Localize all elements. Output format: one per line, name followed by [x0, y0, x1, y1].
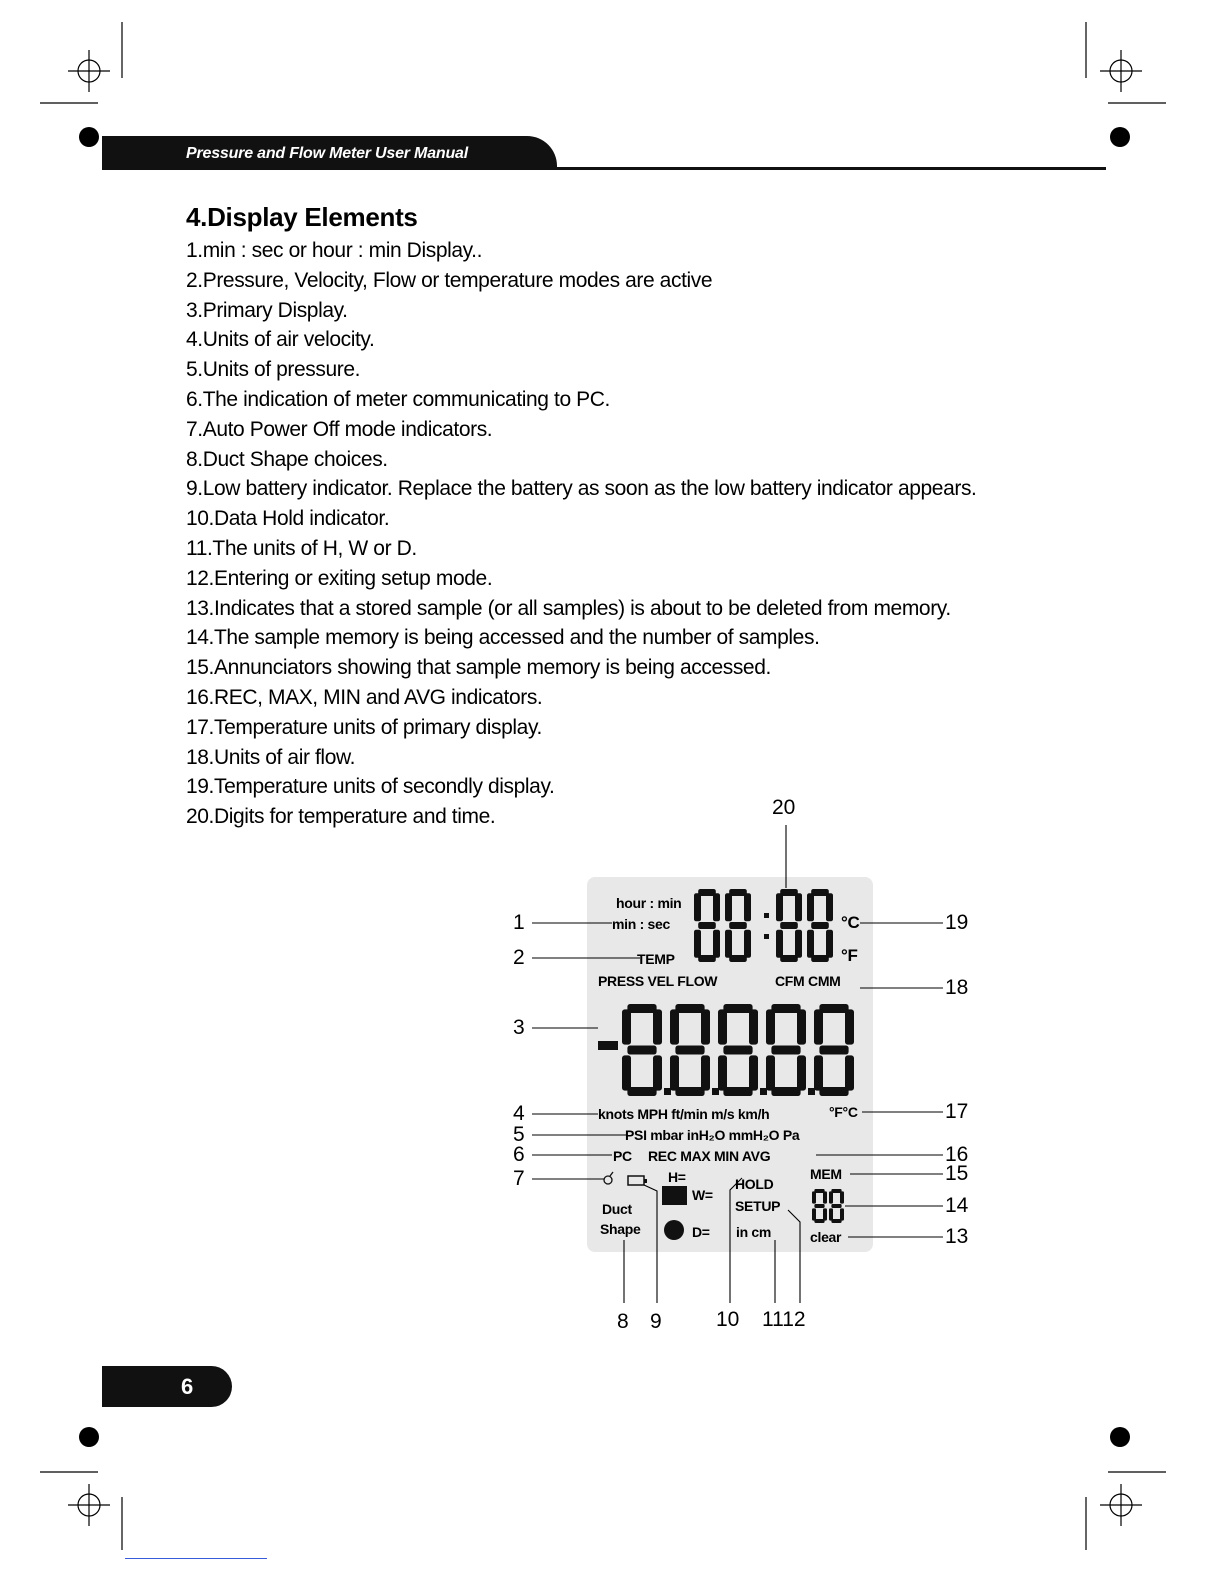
- secondary-digit-segment: [795, 893, 802, 921]
- secondary-digit-segment: [725, 893, 732, 921]
- primary-digit-segment: [627, 1087, 656, 1096]
- pressure-units-label: PSI mbar inH₂O mmH₂O Pa: [625, 1127, 800, 1143]
- primary-digit-segment: [797, 1009, 806, 1044]
- setup-label: SETUP: [735, 1198, 781, 1214]
- secondary-digit-segment: [744, 893, 751, 921]
- secondary-digit: [725, 889, 751, 962]
- rec-max-min-avg-label: REC MAX MIN AVG: [648, 1148, 771, 1164]
- callout-15: 15: [945, 1162, 969, 1185]
- primary-digit-segment: [718, 1009, 727, 1044]
- primary-decimal-point: [712, 1088, 719, 1095]
- secondary-digit-segment: [744, 930, 751, 958]
- shape-label: Shape: [600, 1221, 641, 1237]
- primary-digit-segment: [771, 1087, 800, 1096]
- primary-digit-segment: [771, 1046, 800, 1055]
- list-item: 12.Entering or exiting setup mode.: [186, 566, 493, 590]
- primary-temp-units-label: °F°C: [829, 1104, 858, 1120]
- secondary-digit-segment: [776, 930, 783, 958]
- primary-decimal-point: [760, 1088, 767, 1095]
- primary-digit: [766, 1004, 806, 1096]
- memory-digit-segment: [814, 1204, 824, 1208]
- callout-19: 19: [945, 911, 969, 934]
- callout-9: 9: [650, 1310, 662, 1333]
- memory-digit-segment: [823, 1191, 827, 1203]
- primary-digit-segment: [622, 1055, 631, 1090]
- mem-label: MEM: [810, 1166, 842, 1182]
- page-number-tab: [102, 1366, 232, 1407]
- primary-digit-segment: [723, 1046, 752, 1055]
- primary-digit-segment: [622, 1009, 631, 1044]
- primary-digit: [622, 1004, 662, 1096]
- secondary-digit-segment: [807, 930, 814, 958]
- primary-digit-segment: [723, 1004, 752, 1013]
- primary-digit-segment: [819, 1046, 848, 1055]
- callout-1: 1: [513, 911, 525, 934]
- secondary-digit-segment: [713, 893, 720, 921]
- memory-digit-segment: [812, 1191, 816, 1203]
- list-item: 8.Duct Shape choices.: [186, 447, 388, 471]
- callout-4: 4: [513, 1102, 525, 1125]
- hour-min-label: hour : min: [616, 895, 682, 911]
- primary-digit-segment: [675, 1046, 704, 1055]
- secondary-digit-segment: [795, 930, 802, 958]
- list-item: 5.Units of pressure.: [186, 358, 361, 382]
- secondary-digit: [807, 889, 833, 962]
- primary-digit-segment: [627, 1004, 656, 1013]
- callout-2: 2: [513, 946, 525, 969]
- primary-digit-segment: [723, 1087, 752, 1096]
- in-cm-label: in cm: [736, 1224, 772, 1240]
- primary-digit-segment: [670, 1055, 679, 1090]
- list-item: 9.Low battery indicator. Replace the battery as soon as the low battery indicator appears.: [186, 477, 977, 501]
- list-item: 19.Temperature units of secondly display.: [186, 775, 555, 799]
- list-item: 20.Digits for temperature and time.: [186, 805, 496, 829]
- callout-16: 16: [945, 1143, 969, 1166]
- primary-digit-segment: [653, 1055, 662, 1090]
- memory-digit-segment: [831, 1204, 841, 1208]
- duct-label: Duct: [602, 1201, 632, 1217]
- callout-18: 18: [945, 976, 969, 999]
- secondary-digit: [694, 889, 720, 962]
- primary-digit-segment: [749, 1009, 758, 1044]
- memory-digit-segment: [829, 1208, 833, 1220]
- list-item: 13.Indicates that a stored sample (or all samples) is about to be deleted from memory.: [186, 596, 951, 620]
- callout-14: 14: [945, 1194, 969, 1217]
- section-title: 4.Display Elements: [186, 202, 418, 232]
- callout-6: 6: [513, 1143, 525, 1166]
- secondary-digit-segment: [694, 930, 701, 958]
- primary-digit-segment: [845, 1055, 854, 1090]
- primary-digit: [814, 1004, 854, 1096]
- secondary-digit-segment: [698, 922, 716, 929]
- list-item: 3.Primary Display.: [186, 298, 348, 322]
- callout-8: 8: [617, 1310, 629, 1333]
- list-item: 1.min : sec or hour : min Display..: [186, 239, 483, 262]
- callout-13: 13: [945, 1225, 969, 1248]
- callout-20: 20: [772, 796, 796, 819]
- secondary-digit-segment: [725, 930, 732, 958]
- callout-7: 7: [513, 1167, 525, 1190]
- secondary-digit-segment: [780, 922, 798, 929]
- modes-label: PRESS VEL FLOW: [598, 973, 718, 989]
- primary-digit-segment: [797, 1055, 806, 1090]
- primary-digit-segment: [814, 1009, 823, 1044]
- primary-decimal-point: [664, 1088, 671, 1095]
- min-sec-label: min : sec: [612, 916, 670, 932]
- primary-digit-segment: [675, 1087, 704, 1096]
- callout-3: 3: [513, 1016, 525, 1039]
- clear-label: clear: [810, 1229, 842, 1245]
- list-item: 11.The units of H, W or D.: [186, 536, 417, 560]
- fahrenheit-label: °F: [841, 946, 858, 965]
- memory-digit-segment: [829, 1191, 833, 1203]
- header-title: Pressure and Flow Meter User Manual: [186, 145, 468, 162]
- primary-digit-segment: [771, 1004, 800, 1013]
- secondary-digit-segment: [776, 893, 783, 921]
- w-equals-label: W=: [692, 1187, 713, 1203]
- primary-digit-segment: [653, 1009, 662, 1044]
- primary-digit-segment: [701, 1055, 710, 1090]
- list-item: 10.Data Hold indicator.: [186, 507, 390, 531]
- primary-digit-segment: [670, 1009, 679, 1044]
- list-item: 18.Units of air flow.: [186, 745, 356, 769]
- secondary-digit: [776, 889, 802, 962]
- primary-digit-segment: [749, 1055, 758, 1090]
- list-item: 14.The sample memory is being accessed and the number of samples.: [186, 626, 820, 650]
- secondary-digit-segment: [694, 893, 701, 921]
- primary-digit-segment: [675, 1004, 704, 1013]
- flow-units-label: CFM CMM: [775, 973, 841, 989]
- page-number: 6: [181, 1374, 194, 1399]
- list-item: 6.The indication of meter communicating to PC.: [186, 387, 610, 411]
- list-item: 7.Auto Power Off mode indicators.: [186, 417, 493, 441]
- memory-digit-segment: [840, 1191, 844, 1203]
- secondary-digit-segment: [729, 922, 747, 929]
- primary-digit: [718, 1004, 758, 1096]
- memory-digit-segment: [812, 1208, 816, 1220]
- secondary-digit-segment: [807, 893, 814, 921]
- callout-5: 5: [513, 1123, 525, 1146]
- secondary-digit-segment: [826, 930, 833, 958]
- memory-digit: [829, 1189, 844, 1223]
- primary-digit-segment: [627, 1046, 656, 1055]
- secondary-digit-segment: [713, 930, 720, 958]
- celsius-label: °C: [841, 913, 860, 932]
- secondary-digit-segment: [826, 893, 833, 921]
- primary-digit: [670, 1004, 710, 1096]
- list-item: 4.Units of air velocity.: [186, 328, 375, 352]
- list-item: 15.Annunciators showing that sample memory is being accessed.: [186, 656, 771, 680]
- callout-11-12: 1112: [762, 1308, 806, 1331]
- list-item: 17.Temperature units of primary display.: [186, 715, 542, 739]
- primary-digit-segment: [701, 1009, 710, 1044]
- callout-17: 17: [945, 1100, 969, 1123]
- d-equals-label: D=: [692, 1224, 710, 1240]
- primary-digit-segment: [814, 1055, 823, 1090]
- pc-label: PC: [613, 1148, 632, 1164]
- memory-digit-segment: [823, 1208, 827, 1220]
- temp-label: TEMP: [637, 951, 675, 967]
- memory-digit: [812, 1189, 827, 1223]
- primary-digit-segment: [819, 1004, 848, 1013]
- hold-label: HOLD: [735, 1176, 774, 1192]
- velocity-units-label: knots MPH ft/min m/s km/h: [598, 1106, 770, 1122]
- list-item: 2.Pressure, Velocity, Flow or temperature modes are active: [186, 268, 713, 292]
- bottom-rule: [125, 1558, 267, 1559]
- secondary-digit-segment: [811, 922, 829, 929]
- primary-decimal-point: [808, 1088, 815, 1095]
- primary-digit-segment: [718, 1055, 727, 1090]
- h-equals-label: H=: [668, 1169, 686, 1185]
- primary-digit-segment: [819, 1087, 848, 1096]
- primary-digit-segment: [845, 1009, 854, 1044]
- primary-digit-segment: [766, 1009, 775, 1044]
- primary-digit-segment: [766, 1055, 775, 1090]
- memory-digit-segment: [840, 1208, 844, 1220]
- list-item: 16.REC, MAX, MIN and AVG indicators.: [186, 685, 543, 709]
- callout-10: 10: [716, 1308, 740, 1331]
